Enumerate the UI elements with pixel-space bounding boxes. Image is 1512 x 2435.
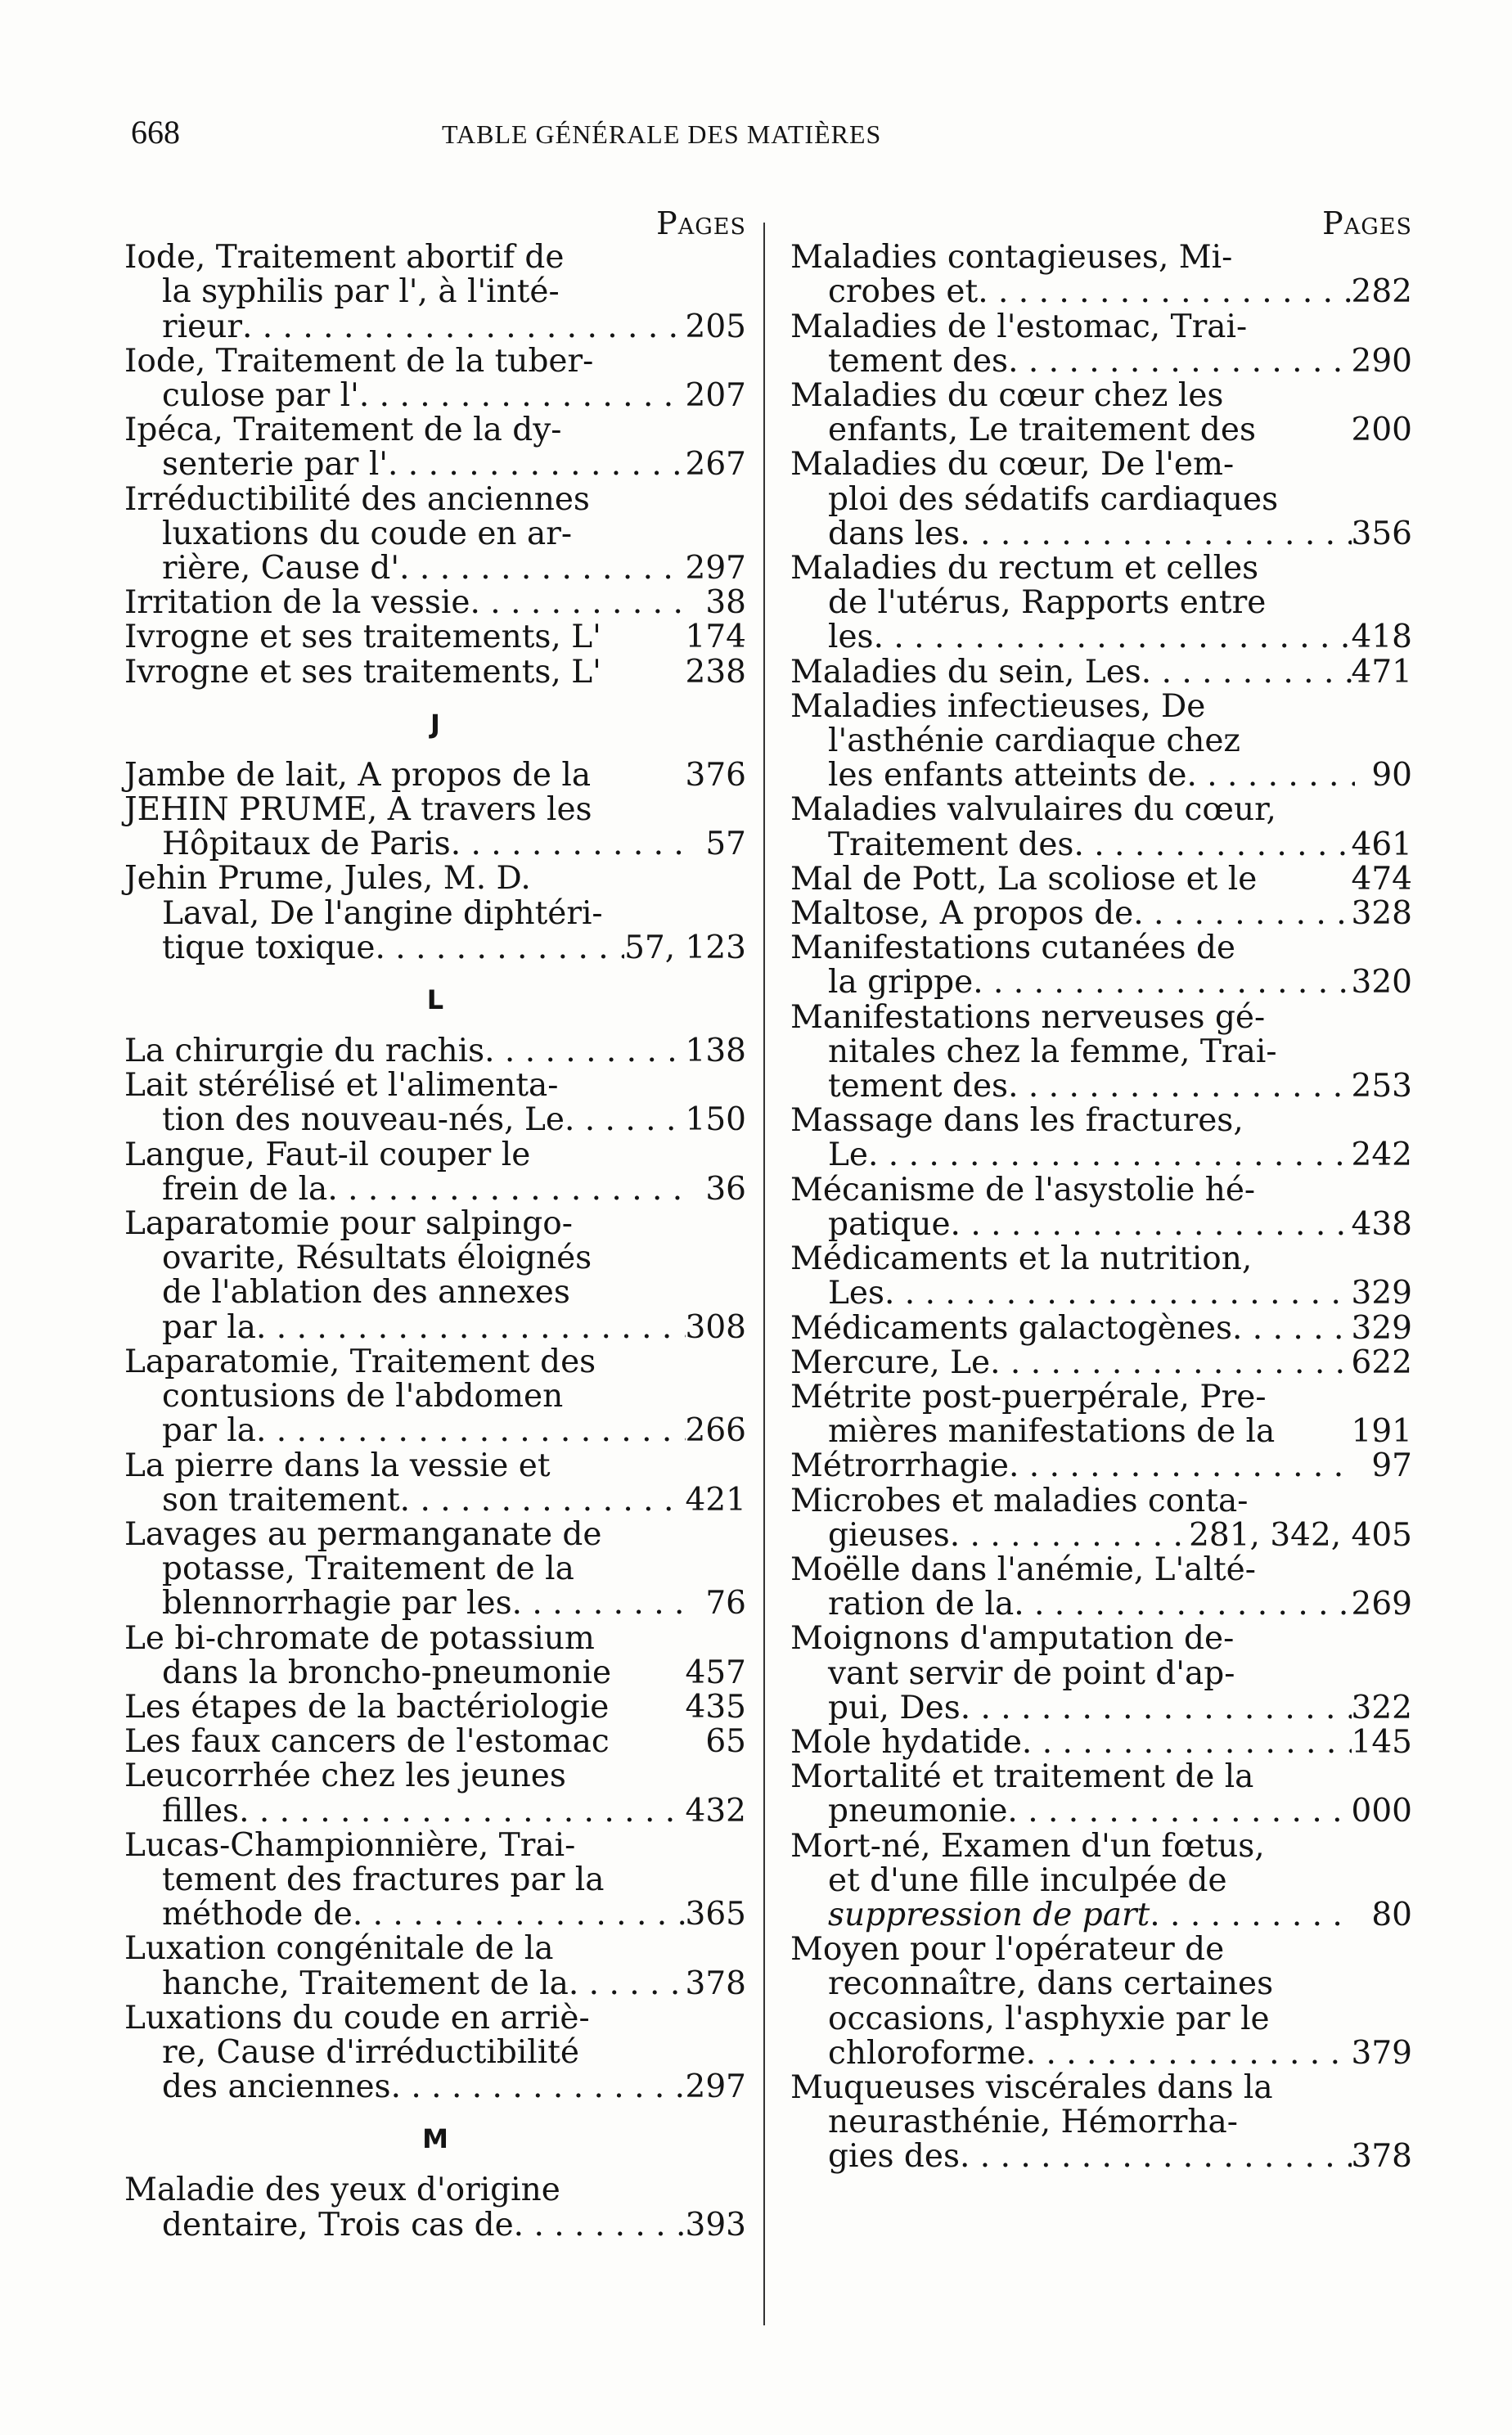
page-reference: 461: [1351, 826, 1412, 863]
entry-text: Irritation de la vessie: [124, 584, 470, 622]
entry-text: Iode, Traitement abortif de: [124, 239, 565, 277]
entry-text: Maladies infectieuses, De: [790, 687, 1206, 725]
index-entry: [790, 1827, 1412, 1933]
page-reference: 36: [705, 1170, 746, 1208]
entry-text: Moyen pour l'opérateur de: [790, 1931, 1225, 1969]
dot-leader: [1007, 1794, 1351, 1829]
page-reference: 000: [1351, 1793, 1412, 1830]
dot-leader: [973, 965, 1351, 1000]
dot-leader: [874, 620, 1352, 655]
entry-text: Maladies valvulaires du cœur,: [790, 791, 1276, 829]
entry-text: Maladies du rectum et celles: [790, 550, 1259, 587]
dot-leader: [1232, 1312, 1352, 1346]
index-entry: [124, 241, 746, 344]
entry-text: tique toxique: [162, 929, 376, 966]
entry-text: Irréductibilité des anciennes: [124, 480, 590, 518]
entry-text: Hôpitaux de Paris: [162, 826, 451, 863]
index-entry: [790, 551, 1412, 655]
entry-text: Mercure, Le: [790, 1344, 991, 1381]
entry-text: Traitement des: [828, 826, 1074, 863]
entry-text: tion des nouveau-nés, Le: [162, 1101, 565, 1139]
page-reference: 57: [705, 826, 746, 863]
index-entry: [124, 1449, 746, 1518]
entry-text: pui, Des: [828, 1689, 961, 1726]
index-entry: [790, 1484, 1412, 1553]
entry-text: Manifestations cutanées de: [790, 929, 1236, 967]
entry-text: son traitement: [162, 1481, 400, 1519]
entry-text: Luxations du coude en arriè-: [124, 1999, 590, 2037]
entry-text: Mole hydatide: [790, 1723, 1022, 1761]
index-entry: [790, 310, 1412, 379]
dot-leader: [514, 2208, 686, 2243]
entry-text: Manifestations nerveuses gé-: [790, 998, 1266, 1036]
pages-heading: Pages: [1322, 205, 1412, 241]
entry-text: potasse, Traitement de la: [162, 1551, 574, 1588]
entry-text: Ivrogne et ses traitements, L': [124, 619, 601, 656]
dot-leader: [569, 1967, 686, 2001]
index-entry: [790, 1553, 1412, 1622]
entry-text: ploi des sédatifs cardiaques: [828, 480, 1279, 518]
page-reference: 297: [685, 550, 746, 587]
index-entry: [124, 1826, 746, 1933]
entry-text: Mal de Pott, La scoliose et le: [790, 860, 1258, 898]
index-entry: [124, 1725, 746, 1759]
entry-text: Laparatomie, Traitement des: [124, 1343, 596, 1380]
dot-leader: [1073, 828, 1351, 862]
dot-leader: [512, 1587, 689, 1621]
dot-leader: [1022, 1726, 1352, 1760]
index-entry: [124, 480, 746, 587]
entry-text: Laval, De l'angine diphtéri-: [162, 894, 603, 932]
index-entry: [790, 1104, 1412, 1172]
index-entry: [124, 413, 746, 482]
page-reference: 457: [685, 1654, 746, 1691]
dot-leader: [400, 1483, 686, 1518]
page-reference: 253: [1351, 1068, 1412, 1105]
page-reference: 376: [685, 756, 746, 794]
index-entry: [124, 586, 746, 620]
dot-leader: [1008, 344, 1351, 379]
page-reference: 378: [685, 1965, 746, 2002]
entry-text: par la: [162, 1412, 256, 1450]
entry-text: nitales chez la femme, Trai-: [828, 1033, 1277, 1070]
page-reference: 320: [1351, 964, 1412, 1001]
entry-text: dans la broncho-pneumonie: [162, 1654, 612, 1691]
index-entry: [124, 1932, 746, 2001]
entry-text: rieur: [162, 308, 242, 345]
dot-leader: [1141, 655, 1352, 690]
page-reference: 90: [1371, 757, 1412, 794]
entry-text: rière, Cause d': [162, 550, 400, 587]
index-entry: [790, 1449, 1412, 1483]
page-reference: 622: [1351, 1344, 1412, 1381]
entry-text: des anciennes: [162, 2068, 391, 2106]
page-reference: 421: [685, 1481, 746, 1519]
page-reference: 267: [685, 446, 746, 484]
entry-text: Moignons d'amputation de-: [790, 1620, 1235, 1658]
entry-text: et d'une fille inculpée de: [828, 1861, 1227, 1899]
entry-text: Maladies du sein, Les: [790, 653, 1141, 691]
entry-text: Les étapes de la bactériologie: [124, 1688, 610, 1726]
dot-leader: [960, 2140, 1352, 2174]
entry-text: vant servir de point d'ap-: [828, 1654, 1235, 1692]
entry-text: les: [828, 619, 874, 656]
entry-text: culose par l': [162, 377, 359, 415]
entry-text: la grippe: [828, 964, 974, 1001]
dot-leader: [868, 1138, 1352, 1172]
entry-text: gies des: [828, 2138, 960, 2176]
index-entry: [790, 1242, 1412, 1311]
dot-leader: [950, 1519, 1189, 1553]
page-reference: 328: [1351, 895, 1412, 933]
dot-leader: [399, 551, 685, 586]
page-reference: 432: [685, 1792, 746, 1830]
entry-text: patique: [828, 1205, 951, 1243]
dot-leader: [884, 1276, 1352, 1311]
entry-text: Luxation congénitale de la: [124, 1930, 554, 1968]
dot-leader: [1008, 1069, 1351, 1104]
section-letter: J: [430, 708, 440, 740]
entry-text: gieuses: [828, 1516, 950, 1554]
dot-leader: [1026, 2037, 1352, 2071]
entry-text: JEHIN PRUME, A travers les: [124, 791, 592, 829]
page-reference: 471: [1351, 653, 1412, 691]
index-entry: [790, 1380, 1412, 1449]
entry-text: Le: [828, 1136, 868, 1174]
page-number: 668: [131, 114, 180, 151]
entry-text: Moëlle dans l'anémie, L'alté-: [790, 1551, 1256, 1588]
page-reference: 266: [685, 1412, 746, 1450]
dot-leader: [256, 1414, 686, 1448]
page-reference: 378: [1351, 2138, 1412, 2176]
page-reference: 150: [685, 1101, 746, 1139]
page-reference: 356: [1351, 515, 1412, 552]
page-reference: 379: [1351, 2034, 1412, 2072]
page-reference: 269: [1351, 1586, 1412, 1623]
entry-text: Les faux cancers de l'estomac: [124, 1723, 610, 1761]
dot-leader: [1150, 1898, 1355, 1933]
index-entry: [790, 448, 1412, 551]
entry-text: Iode, Traitement de la tuber-: [124, 342, 594, 380]
page-reference: 438: [1351, 1205, 1412, 1243]
index-entry: [790, 793, 1412, 862]
index-entry: [124, 1138, 746, 1207]
dot-leader: [1133, 897, 1351, 931]
page-reference: 329: [1351, 1275, 1412, 1312]
index-entry: [124, 1690, 746, 1725]
page-reference: 393: [685, 2206, 746, 2244]
entry-text: chloroforme: [828, 2034, 1026, 2072]
entry-text: Laparatomie pour salpingo-: [124, 1205, 573, 1243]
entry-text: tement des fractures par la: [162, 1861, 605, 1898]
entry-text: Microbes et maladies conta-: [790, 1482, 1249, 1519]
entry-text: Lucas-Championnière, Trai-: [124, 1826, 576, 1864]
dot-leader: [242, 310, 686, 344]
entry-text: par la: [162, 1308, 256, 1346]
entry-text: Muqueuses viscérales dans la: [790, 2068, 1273, 2106]
page-reference: 138: [685, 1033, 746, 1070]
entry-text: Langue, Faut-il couper le: [124, 1136, 531, 1173]
entry-text: dans les: [828, 515, 961, 552]
dot-leader: [961, 1691, 1352, 1726]
dot-leader: [978, 275, 1351, 309]
entry-text: Massage dans les fractures,: [790, 1102, 1244, 1140]
entry-text: dentaire, Trois cas de: [162, 2206, 514, 2244]
dot-leader: [1014, 1587, 1351, 1622]
page-reference: 418: [1351, 619, 1412, 656]
section-letter: L: [426, 984, 444, 1016]
index-entry: [124, 1207, 746, 1345]
entry-text: tement des: [828, 1068, 1009, 1105]
page-reference: 329: [1351, 1309, 1412, 1347]
entry-text: Ivrogne et ses traitements, L': [124, 653, 601, 691]
dot-leader: [256, 1311, 686, 1345]
entry-text: Métrorrhagie: [790, 1447, 1009, 1485]
column-divider: [763, 223, 765, 2325]
dot-leader: [1186, 758, 1355, 793]
page-reference: 207: [685, 377, 746, 415]
entry-text: Le bi-chromate de potassium: [124, 1619, 595, 1657]
index-entry: [790, 1173, 1412, 1242]
entry-text: suppression de part: [828, 1896, 1150, 1933]
entry-text: luxations du coude en ar-: [162, 515, 573, 552]
index-entry: [124, 758, 746, 793]
entry-text: Métrite post-puerpérale, Pre-: [790, 1378, 1267, 1416]
page-reference: 57, 123: [624, 929, 746, 966]
entry-text: contusions de l'abdomen: [162, 1378, 564, 1416]
left-column: [124, 206, 746, 2243]
dot-leader: [990, 1346, 1351, 1380]
entry-text: mières manifestations de la: [828, 1413, 1276, 1451]
entry-text: La chirurgie du rachis: [124, 1033, 485, 1070]
index-entry: [790, 998, 1412, 1105]
entry-text: Maladies du cœur chez les: [790, 377, 1224, 415]
entry-text: les enfants atteints de: [828, 757, 1187, 794]
entry-text: Leucorrhée chez les jeunes: [124, 1758, 566, 1795]
entry-text: senterie par l': [162, 446, 389, 484]
dot-leader: [353, 1897, 686, 1932]
running-title: TABLE GÉNÉRALE DES MATIÈRES: [442, 119, 882, 149]
entry-text: de l'utérus, Rapports entre: [828, 584, 1267, 622]
page-reference: 97: [1371, 1447, 1412, 1485]
index-entry: [790, 687, 1412, 794]
entry-text: l'asthénie cardiaque chez: [828, 722, 1240, 760]
entry-text: Lait stérélisé et l'alimenta-: [124, 1067, 559, 1105]
index-entry: [124, 1759, 746, 1828]
entry-text: Lavages au permanganate de: [124, 1515, 602, 1553]
dot-leader: [359, 379, 686, 413]
index-entry: [124, 2173, 746, 2242]
dot-leader: [565, 1103, 686, 1137]
entry-text: Maladies du cœur, De l'em-: [790, 446, 1235, 484]
page-reference: 174: [685, 619, 746, 656]
page-reference: 308: [685, 1308, 746, 1346]
page-reference: 322: [1351, 1689, 1412, 1726]
entry-text: filles: [162, 1792, 240, 1830]
index-entry: [790, 655, 1412, 690]
index-entry: [790, 1309, 1412, 1347]
entry-text: Maladies contagieuses, Mi-: [790, 239, 1233, 277]
index-entry: [124, 1619, 746, 1691]
dot-leader: [951, 1208, 1352, 1242]
index-entry: [790, 1723, 1412, 1761]
page-reference: 474: [1351, 860, 1412, 898]
dot-leader: [327, 1172, 689, 1207]
index-entry: [790, 241, 1412, 309]
dot-leader: [1009, 1449, 1355, 1483]
index-entry: [124, 655, 746, 690]
entry-text: pneumonie: [828, 1793, 1008, 1830]
dot-leader: [388, 448, 686, 482]
entry-text: re, Cause d'irréductibilité: [162, 2033, 579, 2071]
right-column: [790, 206, 1412, 2175]
entry-text: méthode de: [162, 1896, 353, 1933]
page-reference: 65: [705, 1723, 746, 1761]
page-reference: 297: [685, 2068, 746, 2106]
page-reference: 290: [1351, 342, 1412, 380]
dot-leader: [451, 827, 689, 862]
index-entry: [790, 1933, 1412, 2071]
index-entry: [124, 2001, 746, 2105]
index-entry: [124, 862, 746, 965]
page-reference: 242: [1351, 1136, 1412, 1174]
entry-text: enfants, Le traitement des: [828, 412, 1256, 449]
dot-leader: [391, 2070, 686, 2104]
page-reference: 80: [1371, 1896, 1412, 1933]
entry-text: Mécanisme de l'asystolie hé-: [790, 1171, 1256, 1208]
entry-text: frein de la: [162, 1170, 328, 1208]
dot-leader: [239, 1794, 685, 1829]
page-reference: 435: [685, 1688, 746, 1726]
index-entry: [790, 1760, 1412, 1829]
entry-text: reconnaître, dans certaines: [828, 1965, 1274, 2003]
entry-text: Mort-né, Examen d'un fœtus,: [790, 1827, 1265, 1865]
entry-text: ovarite, Résultats éloignés: [162, 1240, 592, 1277]
index-entry: [790, 2068, 1412, 2176]
page-reference: 238: [685, 653, 746, 691]
page-reference: 282: [1351, 273, 1412, 311]
index-entry: [790, 897, 1412, 931]
entry-text: La pierre dans la vessie et: [124, 1447, 551, 1484]
entry-text: Jehin Prume, Jules, M. D.: [124, 860, 531, 898]
index-entry: [790, 1622, 1412, 1726]
entry-text: Maltose, A propos de: [790, 895, 1134, 933]
page-reference: 365: [685, 1896, 746, 1933]
index-entry: [124, 620, 746, 655]
entry-text: Maladie des yeux d'origine: [124, 2172, 560, 2209]
entry-text: Médicaments galactogènes: [790, 1309, 1233, 1347]
index-entry: [124, 344, 746, 413]
entry-text: hanche, Traitement de la: [162, 1965, 569, 2002]
entry-text: occasions, l'asphyxie par le: [828, 2000, 1270, 2037]
index-entry: [124, 793, 746, 862]
entry-text: Les: [828, 1275, 884, 1312]
entry-text: de l'ablation des annexes: [162, 1274, 570, 1312]
index-entry: [124, 1345, 746, 1449]
index-entry: [790, 379, 1412, 448]
dot-leader: [470, 586, 690, 620]
index-entry: [790, 862, 1412, 897]
index-entry: [790, 1346, 1412, 1380]
index-entry: [790, 931, 1412, 1000]
page-reference: 76: [705, 1585, 746, 1623]
page-reference: 205: [685, 308, 746, 345]
page-reference: 145: [1351, 1723, 1412, 1761]
index-entry: [124, 1069, 746, 1137]
entry-text: ration de la: [828, 1586, 1015, 1623]
entry-text: neurasthénie, Hémorrha-: [828, 2104, 1238, 2141]
entry-text: Ipéca, Traitement de la dy-: [124, 412, 562, 449]
entry-text: la syphilis par l', à l'inté-: [162, 273, 560, 311]
pages-heading: Pages: [656, 205, 746, 241]
entry-text: blennorrhagie par les: [162, 1585, 512, 1623]
entry-text: Médicaments et la nutrition,: [790, 1240, 1253, 1278]
entry-text: Maladies de l'estomac, Trai-: [790, 308, 1248, 345]
section-letter: M: [422, 2123, 448, 2155]
page-reference: 38: [705, 584, 746, 622]
dot-leader: [960, 517, 1351, 551]
entry-text: Mortalité et traitement de la: [790, 1758, 1254, 1796]
page-reference: 191: [1351, 1413, 1412, 1451]
entry-text: crobes et: [828, 273, 979, 311]
index-entry: [124, 1515, 746, 1623]
dot-leader: [376, 931, 625, 965]
index-entry: [124, 1034, 746, 1069]
entry-text: Jambe de lait, A propos de la: [124, 756, 592, 794]
page-reference: 200: [1351, 412, 1412, 449]
page-reference: 281, 342, 405: [1189, 1516, 1412, 1554]
dot-leader: [484, 1034, 685, 1069]
entry-text: tement des: [828, 342, 1009, 380]
